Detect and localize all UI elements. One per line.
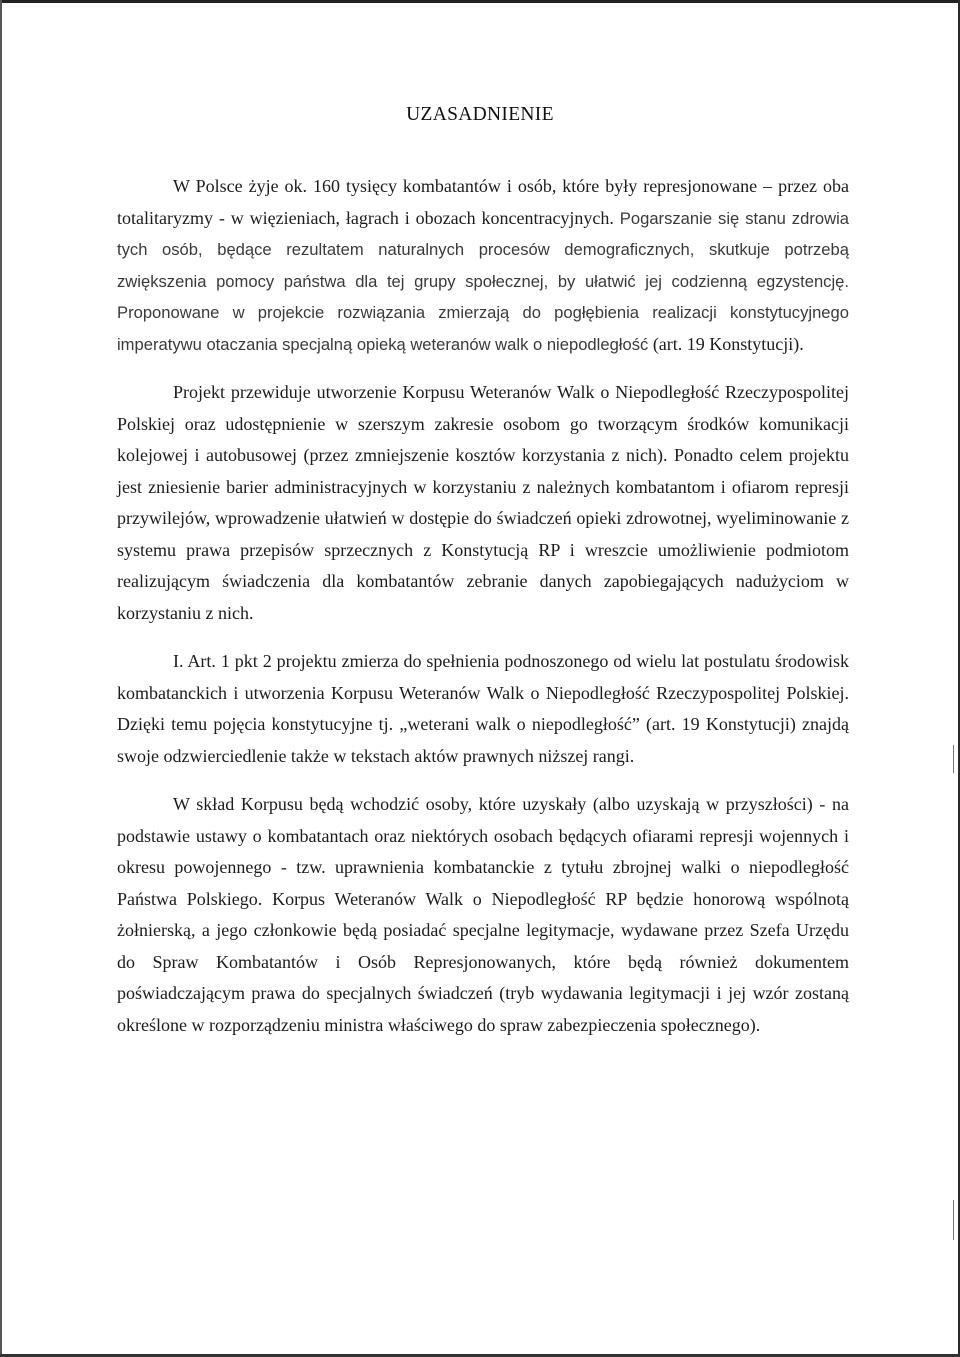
- paragraph-4: W skład Korpusu będą wchodzić osoby, które uzyskały (albo uzyskają w przyszłości) - na podstawie ustawy o kombatantach oraz niektórych osobach będących ofiarami represji wojennych i okresu powojennego - tzw. uprawnienia kombatanckie z tytułu zbrojnej walki o niepodległość Państwa Polskiego. Korpus Weteranów Walk o Niepodległość RP będzie honorową wspólnotą żołnierską, a jego członkowie będą posiadać specjalne legitymacje, wydawane przez Szefa Urzędu do Spraw Kombatantów i Osób Represjonowanych, które będą również dokumentem poświadczającym prawa do specjalnych świadczeń (tryb wydawania legitymacji i jej wzór zostaną określone w rozporządzeniu ministra właściwego do spraw zabezpieczenia społecznego).: [117, 794, 849, 1035]
- paragraph-1-lead: W Polsce żyje ok. 160 tysięcy kombatantów i osób, które były represjonowane – przez oba totalitaryzmy - w więzieniach, łagrach i obozach koncentracyjnych.: [117, 176, 849, 228]
- paragraph-3: I. Art. 1 pkt 2 projektu zmierza do spełnienia podnoszonego od wielu lat postulatu środowisk kombatanckich i utworzenia Korpusu Weteranów Walk o Niepodległość Rzeczypospolitej Polskiej. Dzięki temu pojęcia konstytucyjne tj. „weterani walk o niepodległość” (art. 19 Konstytucji) znajdą swoje odzwierciedlenie także w tekstach aktów prawnych niższej rangi.: [117, 651, 849, 766]
- paragraph-1-tail: (art. 19 Konstytucji).: [648, 333, 804, 354]
- paragraph-2: Projekt przewiduje utworzenie Korpusu Weteranów Walk o Niepodległość Rzeczypospolitej Polskiej oraz udostępnienie w szerszym zakresie osobom go tworzącym środków komunikacji kolejowej i autobusowej (przez zmniejszenie kosztów korzystania z nich). Ponadto celem projektu jest zniesienie barier administracyjnych w korzystaniu z należnych kombatantom i ofiarom represji przywilejów, wprowadzenie ułatwień w dostępie do świadczeń opieki zdrowotnej, wyeliminowanie z systemu prawa przepisów sprzecznych z Konstytucją RP i wreszcie umożliwienie podmiotom realizującym świadczenia dla kombatantów zebranie danych zapobiegających nadużyciom w korzystaniu z nich.: [117, 382, 849, 623]
- paragraph-1: [117, 171, 849, 360]
- document-body: [117, 171, 849, 1058]
- scan-artifact: [953, 1200, 954, 1240]
- document-title: UZASADNIENIE: [406, 104, 554, 125]
- paragraph-1-middle: Pogarszanie się stanu zdrowia tych osób, będące rezultatem naturalnych procesów demograficznych, skutkuje potrzebą zwiększenia pomocy państwa dla tej grupy społecznej, by ułatwić jej codzienną egzystencję. Proponowane w projekcie rozwiązania zmierzają do pogłębienia realizacji konstytucyjnego imperatywu otaczania specjalną opieką weteranów walk o niepodległość: [117, 208, 849, 354]
- scan-edge-left: [0, 0, 2, 1357]
- scan-artifact: [953, 745, 954, 773]
- scan-edge-top: [0, 0, 960, 3]
